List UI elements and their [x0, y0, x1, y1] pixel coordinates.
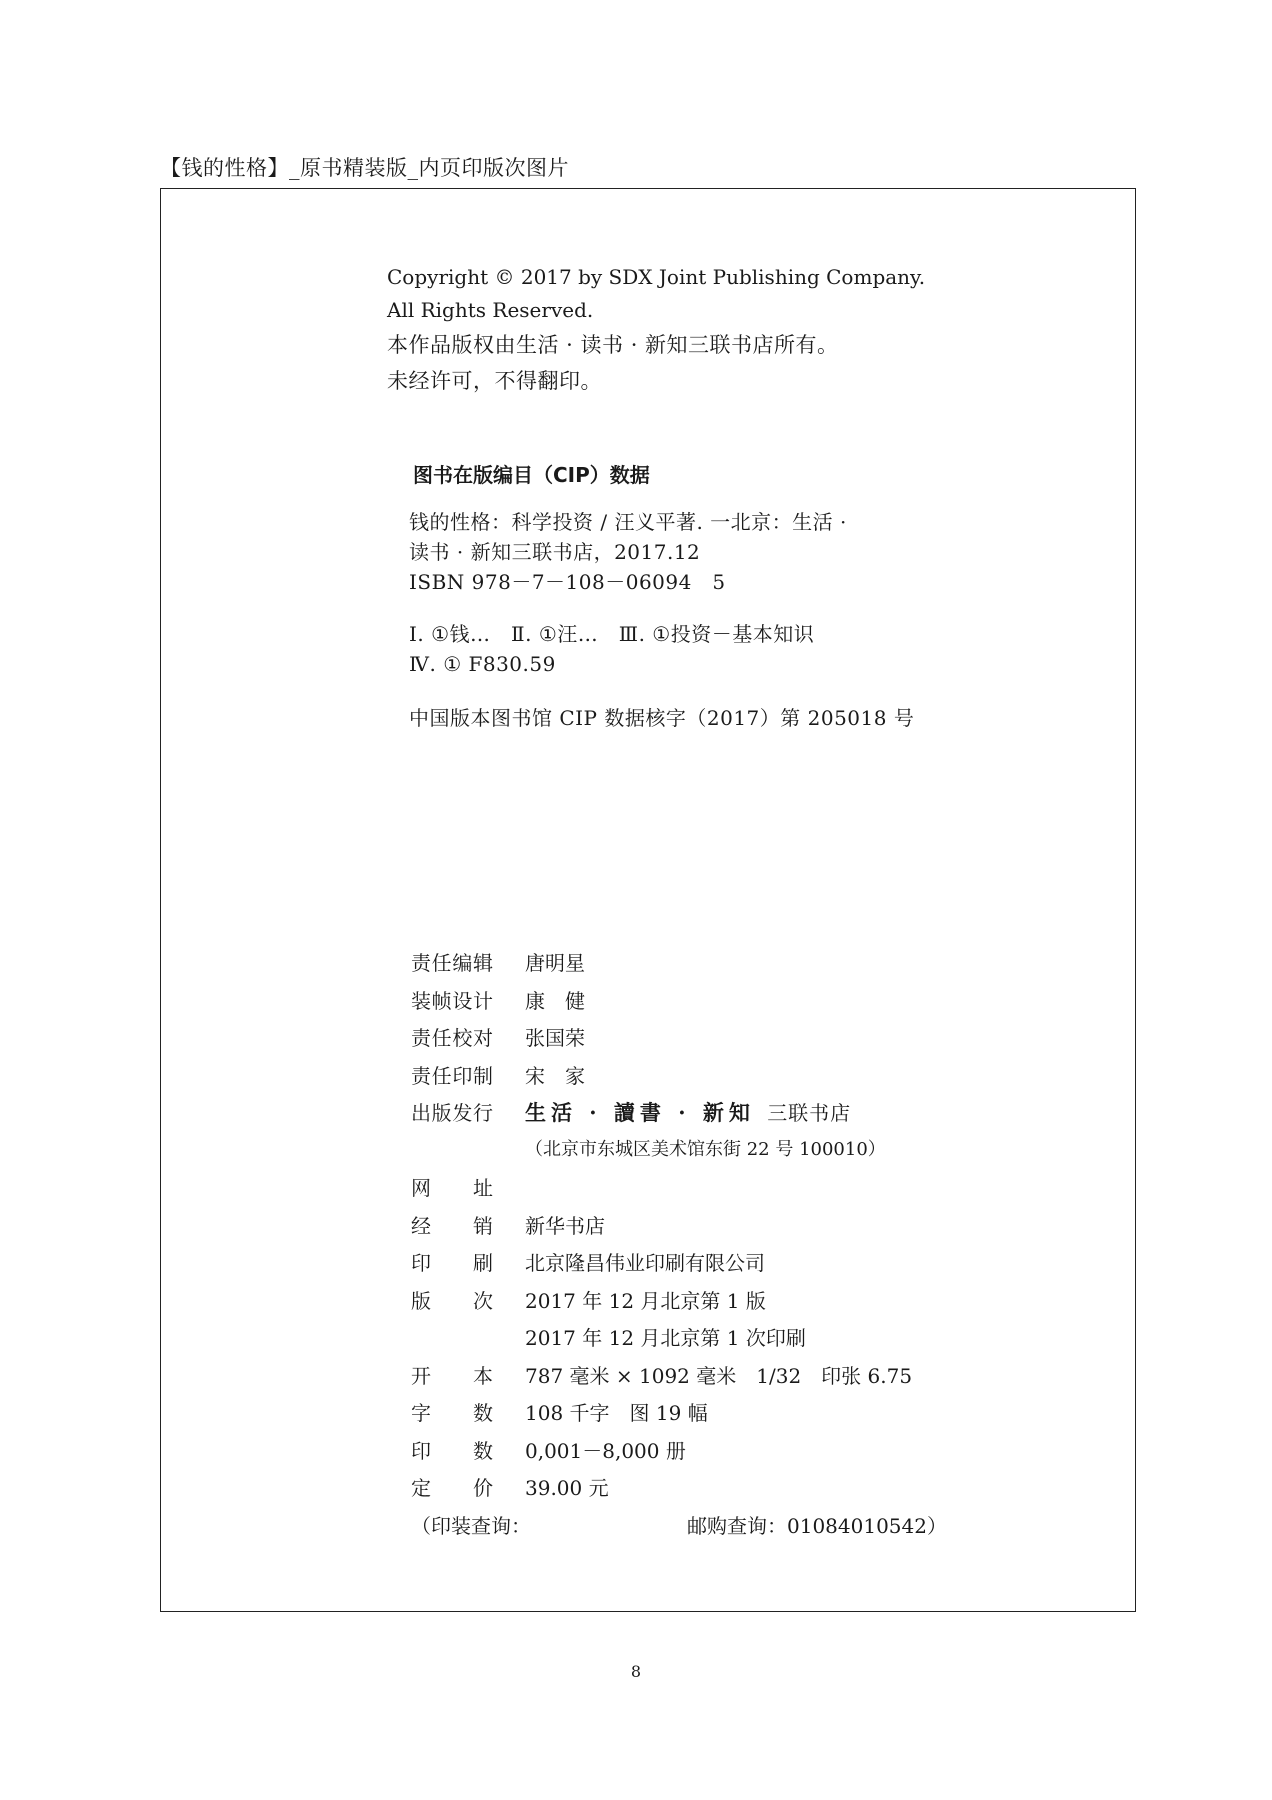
info-label: 版 次 — [411, 1288, 493, 1313]
cip-title: 图书在版编目（CIP）数据 — [413, 463, 650, 487]
publisher-address: （北京市东城区美术馆东街 22 号 100010） — [525, 1138, 886, 1160]
info-row-printer — [411, 1247, 947, 1285]
info-label: 装帧设计 — [411, 988, 493, 1013]
cip-registration-note: 中国版本图书馆 CIP 数据核字（2017）第 205018 号 — [409, 706, 915, 730]
info-label: 字 数 — [411, 1401, 493, 1425]
publisher-value — [525, 1097, 851, 1127]
info-row-address — [411, 1135, 947, 1173]
info-value: 康 健 — [525, 988, 585, 1013]
page-header-title: 【钱的性格】_原书精装版_内页印版次图片 — [160, 156, 569, 180]
copyright-page-frame — [160, 188, 1136, 1612]
info-label: 责任校对 — [411, 1026, 493, 1050]
info-row-publisher — [411, 1097, 947, 1135]
reprint-notice: 未经许可，不得翻印。 — [387, 369, 602, 393]
cip-classification: Ⅰ. ①钱… Ⅱ. ①汪… Ⅲ. ①投资－基本知识 — [409, 622, 815, 646]
info-value: 108 千字 图 19 幅 — [525, 1401, 708, 1425]
info-row-impression — [411, 1322, 947, 1360]
cip-isbn: ISBN 978－7－108－06094 5 — [409, 570, 726, 594]
mail-order-inquiry: 邮购查询：01084010542） — [687, 1513, 947, 1538]
rights-reserved-line: All Rights Reserved. — [387, 298, 594, 322]
info-value: 2017 年 12 月北京第 1 次印刷 — [525, 1326, 806, 1350]
info-label: 印 数 — [411, 1438, 493, 1463]
info-row-proof — [411, 1022, 947, 1060]
ownership-statement: 本作品版权由生活 · 读书 · 新知三联书店所有。 — [387, 333, 839, 357]
cip-data-block — [409, 507, 914, 733]
info-row-editor — [411, 947, 947, 985]
info-row-print-manager — [411, 1060, 947, 1098]
publisher-logo-text: 生活 · 讀書 · 新知 — [525, 1100, 755, 1125]
info-label: 责任印制 — [411, 1063, 493, 1088]
publisher-name: 三联书店 — [767, 1101, 852, 1125]
copyright-block — [387, 261, 925, 399]
info-row-website — [411, 1172, 947, 1210]
info-value: 新华书店 — [525, 1213, 605, 1238]
info-label: 定 价 — [411, 1476, 493, 1500]
info-row-format — [411, 1360, 947, 1398]
info-row-edition — [411, 1285, 947, 1323]
info-label: 经 销 — [411, 1213, 493, 1238]
info-value: 2017 年 12 月北京第 1 版 — [525, 1288, 766, 1313]
info-value: 唐明星 — [525, 951, 585, 975]
info-value: 0,001－8,000 册 — [525, 1438, 686, 1463]
page-number: 8 — [630, 1662, 642, 1681]
info-row-copies — [411, 1435, 947, 1473]
info-label: 印 刷 — [411, 1251, 493, 1275]
info-label: 责任编辑 — [411, 951, 493, 975]
info-label: 开 本 — [411, 1363, 493, 1388]
info-value: 宋 家 — [525, 1063, 585, 1088]
info-row-design — [411, 985, 947, 1023]
info-value: 787 毫米 × 1092 毫米 1/32 印张 6.75 — [525, 1363, 913, 1388]
print-inquiry: （印装查询： — [411, 1513, 531, 1538]
info-row-inquiry — [411, 1510, 947, 1548]
info-value: 北京隆昌伟业印刷有限公司 — [525, 1251, 765, 1275]
publication-info — [411, 947, 947, 1547]
info-value: 张国荣 — [525, 1026, 585, 1050]
info-row-words — [411, 1397, 947, 1435]
cip-classification: Ⅳ. ① F830.59 — [409, 652, 556, 676]
cip-line: 读书 · 新知三联书店，2017.12 — [409, 540, 701, 564]
info-label: 出版发行 — [411, 1101, 493, 1125]
info-label: 网 址 — [411, 1176, 493, 1200]
copyright-line: Copyright © 2017 by SDX Joint Publishing Company. — [387, 265, 926, 289]
cip-line: 钱的性格：科学投资 / 汪义平著. 一北京：生活 · — [409, 510, 847, 534]
info-value: 39.00 元 — [525, 1476, 609, 1500]
info-row-distributor — [411, 1210, 947, 1248]
info-row-price — [411, 1472, 947, 1510]
